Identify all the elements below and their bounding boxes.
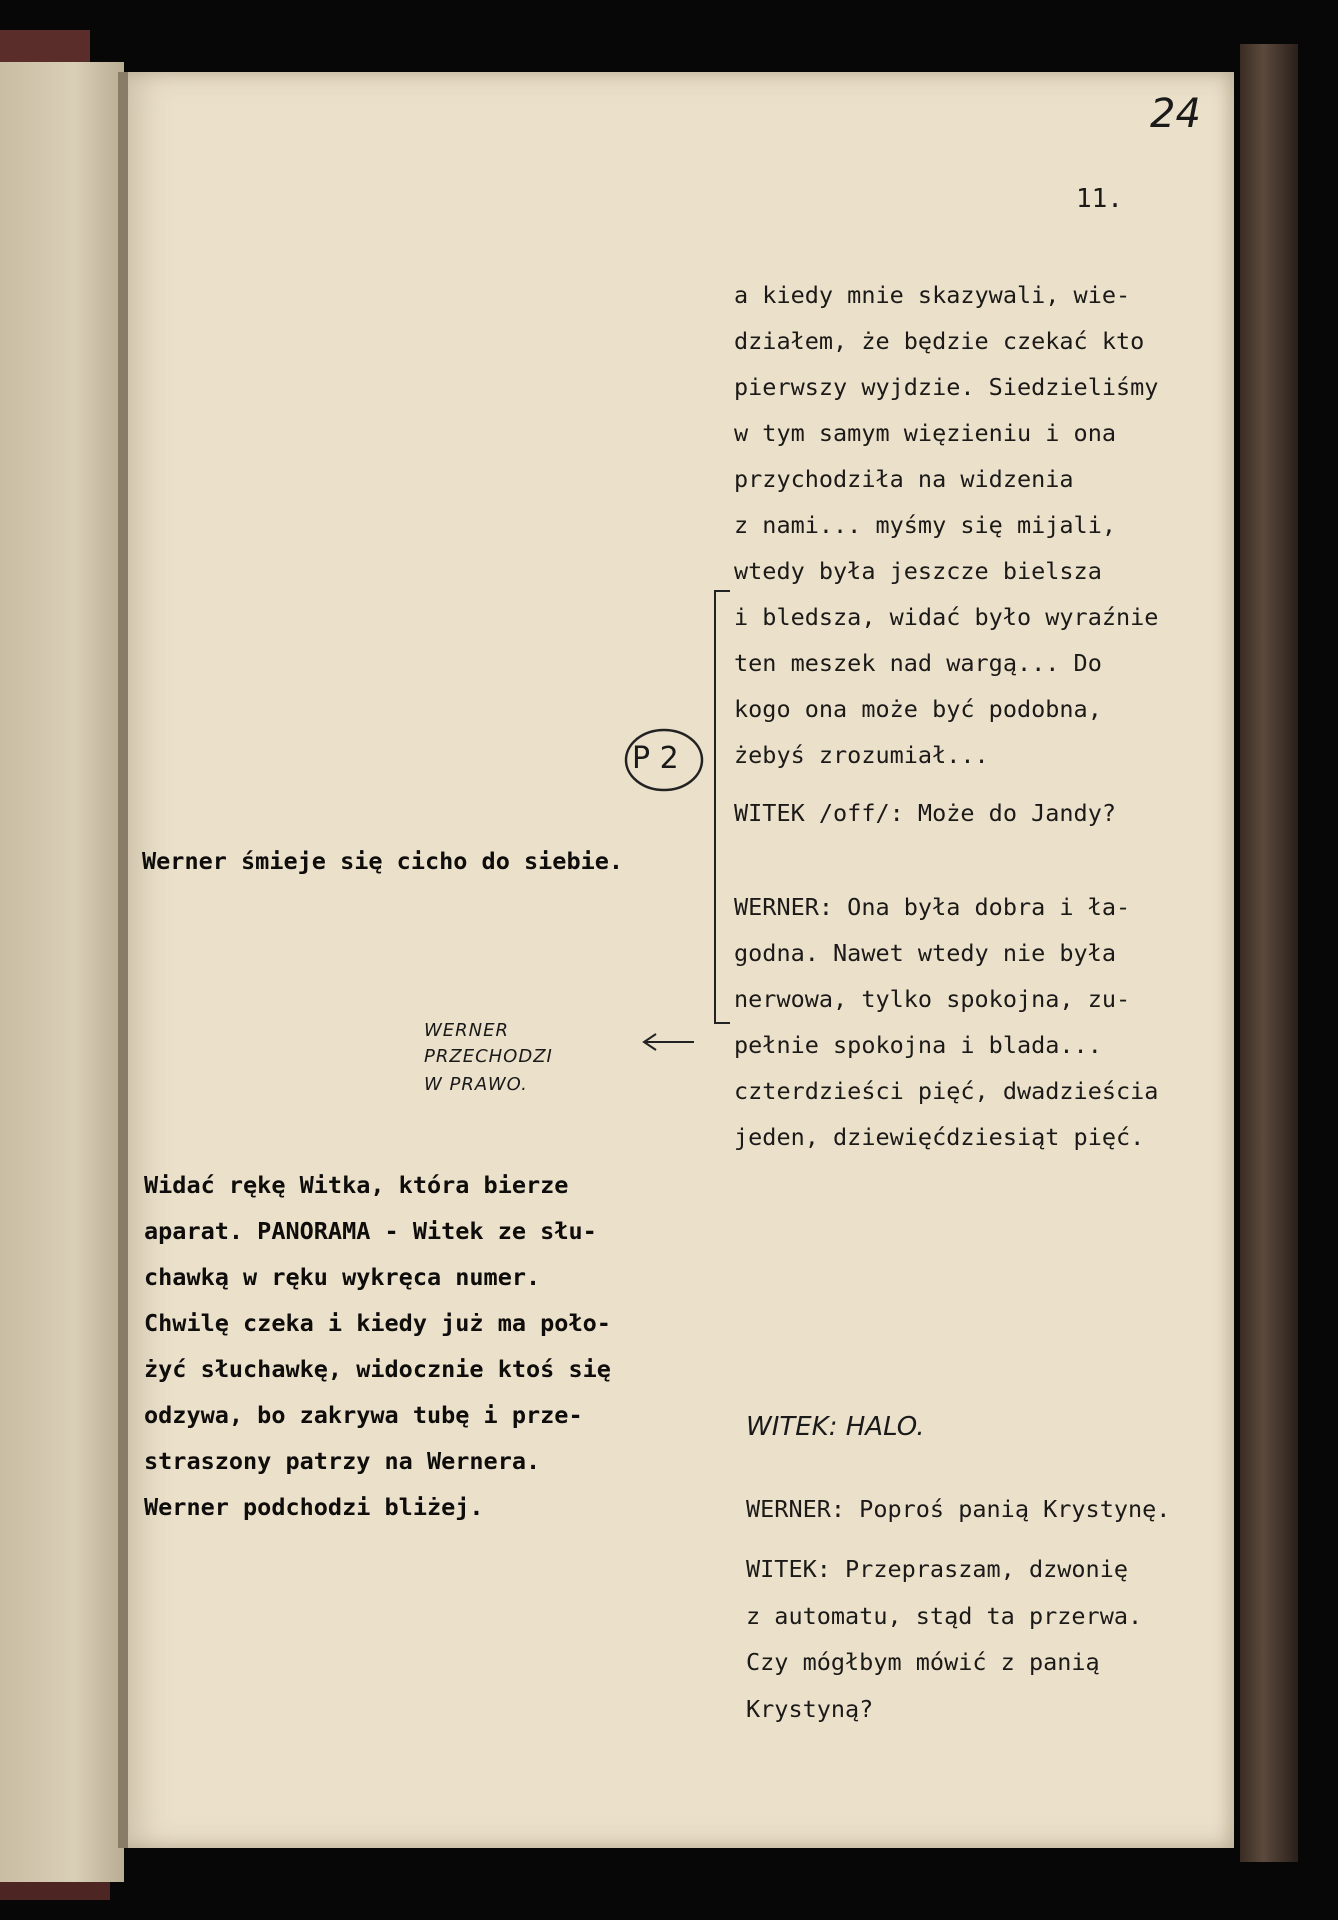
dialogue-line: ten meszek nad wargą... Do xyxy=(734,649,1102,677)
stage-direction-line: żyć słuchawkę, widocznie ktoś się xyxy=(144,1355,611,1383)
stage-direction-line: straszony patrzy na Wernera. xyxy=(144,1447,541,1475)
dialogue-line: żebyś zrozumiał... xyxy=(734,741,989,769)
dialogue-line: WERNER: Ona była dobra i ła- xyxy=(734,893,1131,921)
typed-page-number: 11. xyxy=(1076,184,1123,214)
stage-direction-line: odzywa, bo zakrywa tubę i prze- xyxy=(144,1401,583,1429)
stage-direction-line: aparat. PANORAMA - Witek ze słu- xyxy=(144,1217,597,1245)
stage-direction-line: Chwilę czeka i kiedy już ma poło- xyxy=(144,1309,611,1337)
dialogue-line: Czy mógłbym mówić z panią xyxy=(746,1648,1100,1676)
dialogue-line: WERNER: Poproś panią Krystynę. xyxy=(746,1495,1171,1523)
stage-direction-line: chawką w ręku wykręca numer. xyxy=(144,1263,541,1291)
handwritten-witek-note: WITEK: HALO. xyxy=(746,1412,925,1442)
margin-note-line: PRZECHODZI xyxy=(424,1046,553,1067)
dialogue-line: WITEK: Przepraszam, dzwonię xyxy=(746,1555,1129,1583)
dialogue-line: i bledsza, widać było wyraźnie xyxy=(734,603,1159,631)
stage-direction-line: Werner podchodzi bliżej. xyxy=(144,1493,484,1521)
stage-direction: Werner śmieje się cicho do siebie. xyxy=(142,847,624,875)
dialogue-line: Krystyną? xyxy=(746,1695,874,1723)
dialogue-line: w tym samym więzieniu i ona xyxy=(734,419,1117,447)
dialogue-line: kogo ona może być podobna, xyxy=(734,695,1102,723)
circled-mark-label: P 2 xyxy=(632,741,679,776)
dialogue-line: działem, że będzie czekać kto xyxy=(734,327,1145,355)
dialogue-line: z nami... myśmy się mijali, xyxy=(734,511,1117,539)
handwritten-page-number: 24 xyxy=(1150,91,1201,137)
margin-note-line: WERNER xyxy=(424,1020,510,1041)
dialogue-line: WITEK /off/: Może do Jandy? xyxy=(734,799,1117,827)
dialogue-line: pełnie spokojna i blada... xyxy=(734,1031,1102,1059)
dialogue-line: godna. Nawet wtedy nie była xyxy=(734,939,1117,967)
dialogue-line: jeden, dziewięćdziesiąt pięć. xyxy=(734,1123,1145,1151)
dialogue-line: czterdzieści pięć, dwadzieścia xyxy=(734,1077,1159,1105)
dialogue-line: z automatu, stąd ta przerwa. xyxy=(746,1602,1143,1630)
dialogue-line: nerwowa, tylko spokojna, zu- xyxy=(734,985,1131,1013)
dialogue-line: wtedy była jeszcze bielsza xyxy=(734,557,1102,585)
dialogue-line: a kiedy mnie skazywali, wie- xyxy=(734,281,1131,309)
dialogue-line: pierwszy wyjdzie. Siedzieliśmy xyxy=(734,373,1159,401)
margin-bracket xyxy=(714,590,730,1024)
dialogue-line: przychodziła na widzenia xyxy=(734,465,1074,493)
margin-note-line: W PRAWO. xyxy=(424,1074,528,1095)
stage-direction-line: Widać rękę Witka, która bierze xyxy=(144,1171,569,1199)
